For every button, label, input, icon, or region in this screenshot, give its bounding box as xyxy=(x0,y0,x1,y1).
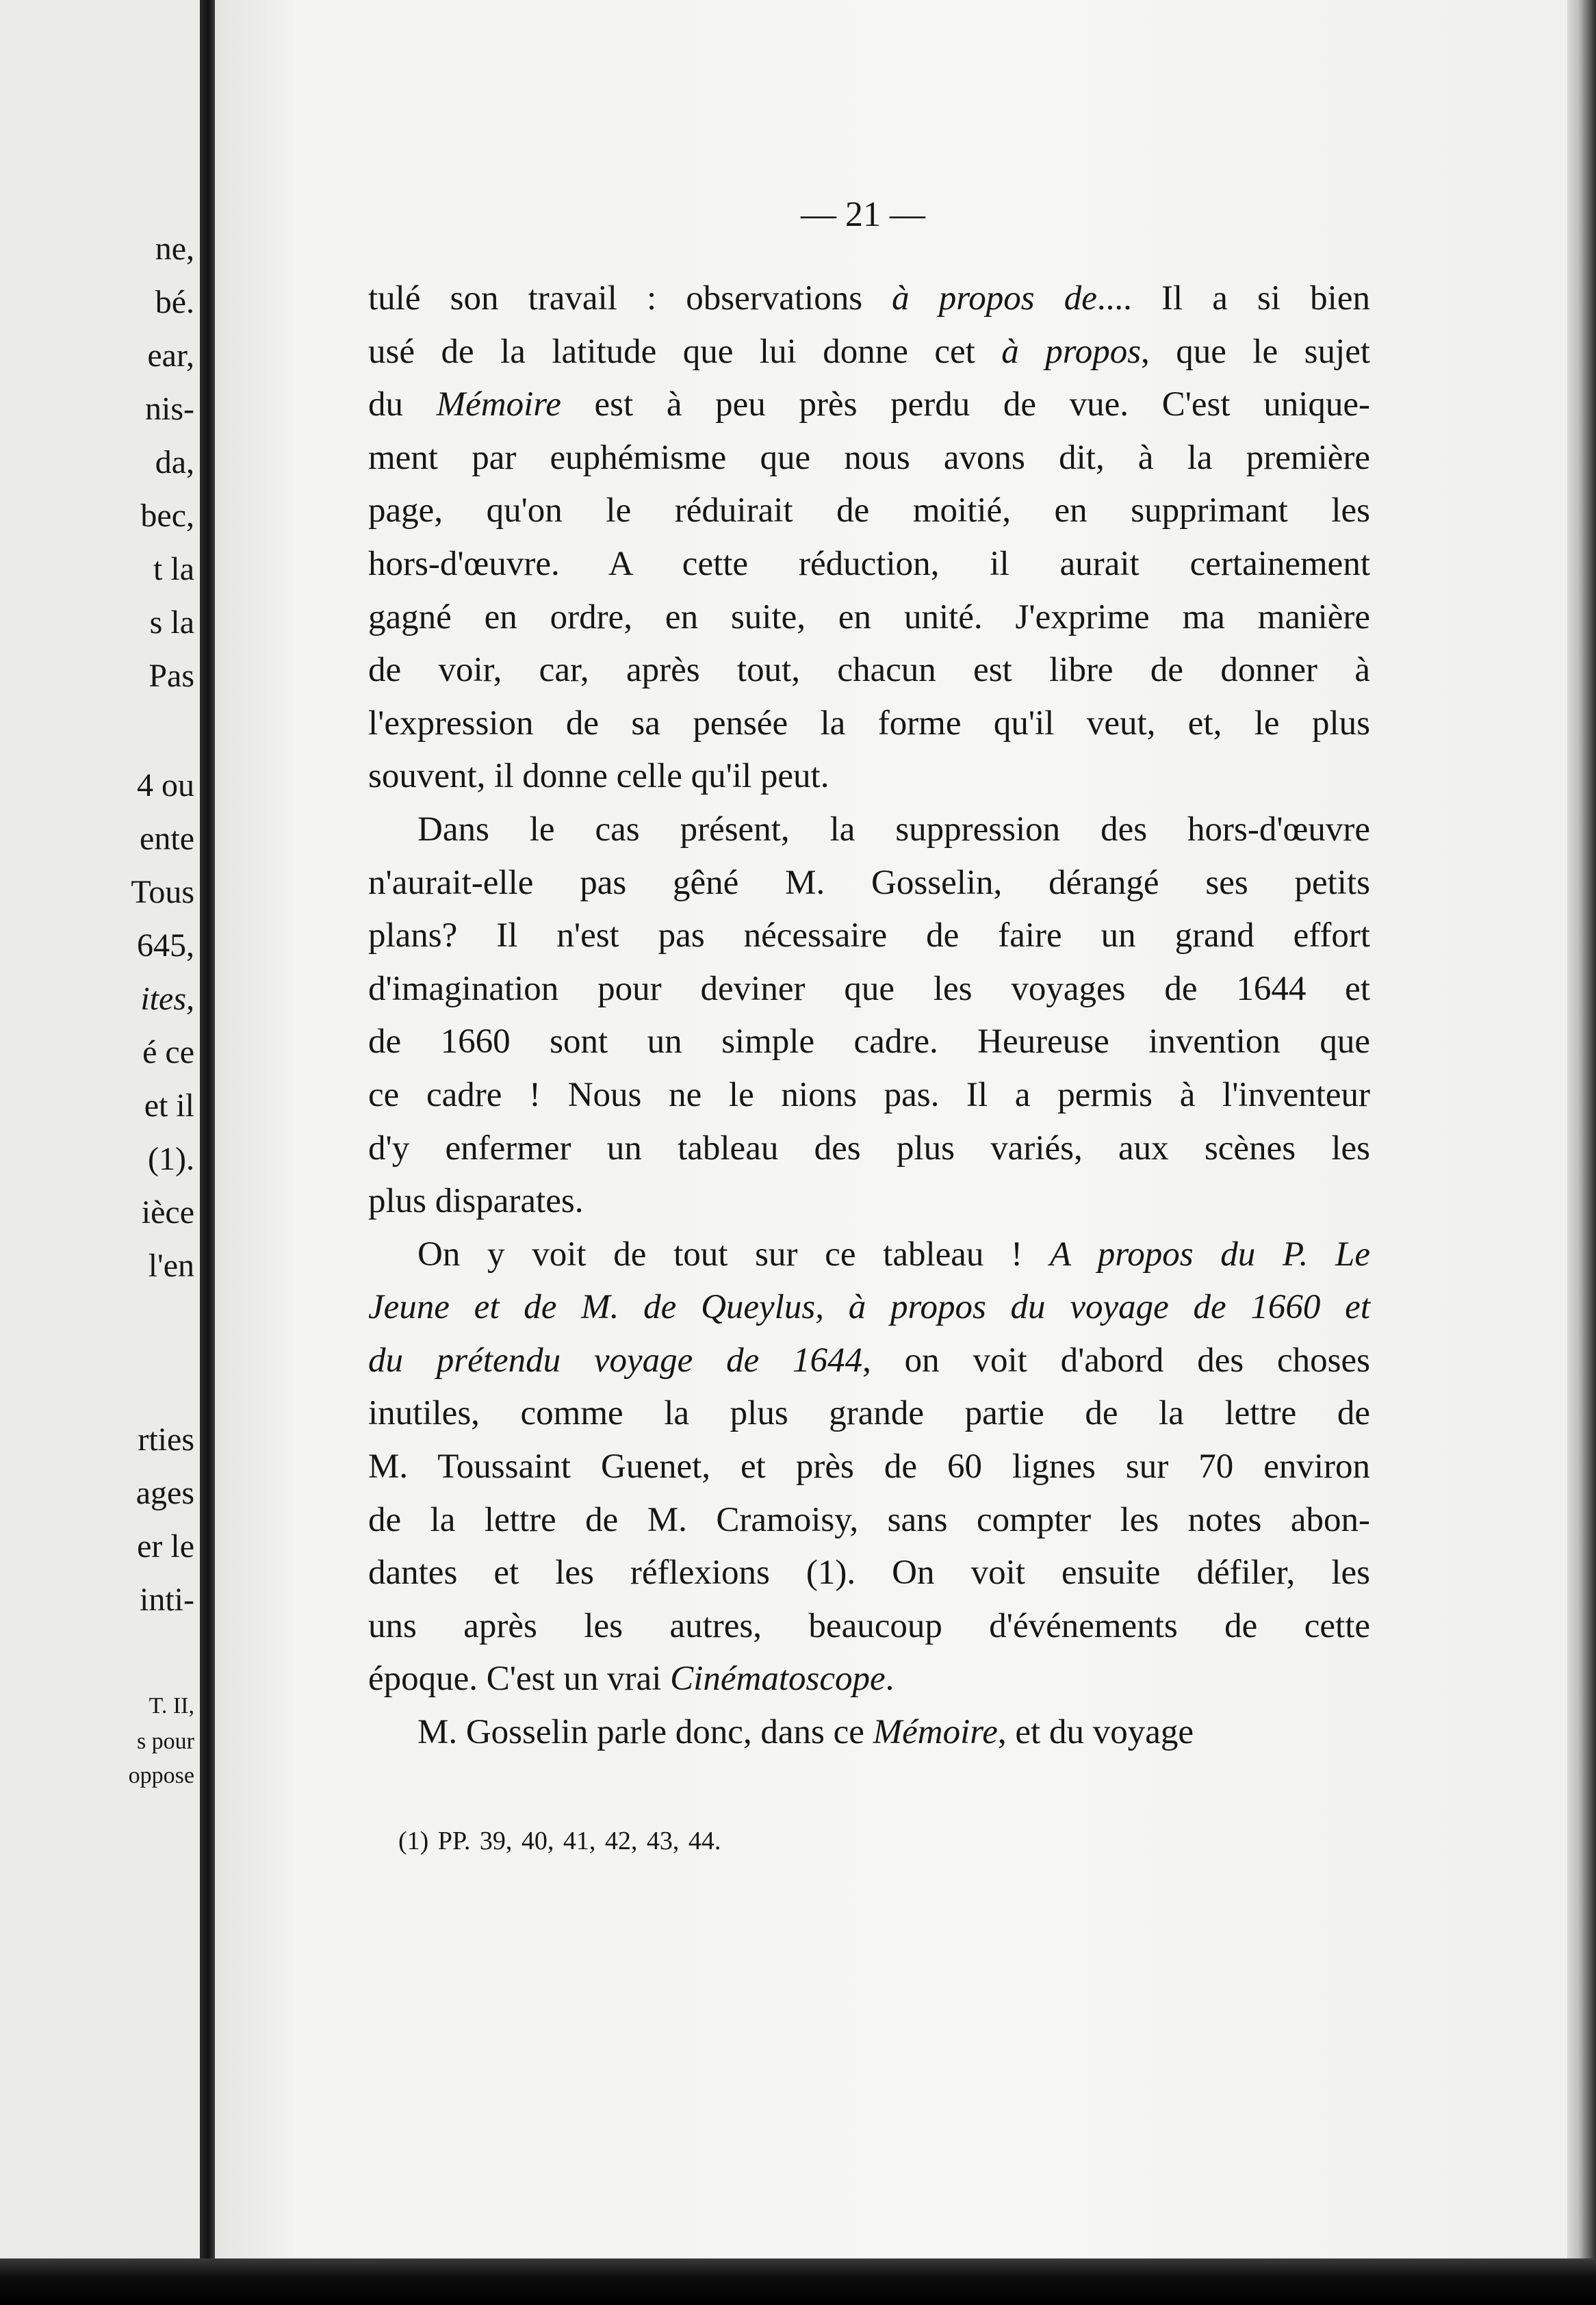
text-segment: souvent, il donne celle qu'il peut. xyxy=(368,757,829,796)
text-segment: , on voit d'abord des choses xyxy=(862,1341,1370,1380)
text-line xyxy=(368,1494,1370,1547)
facing-page-fragment: 645, xyxy=(137,927,194,964)
text-segment: ce cadre ! Nous ne le nions pas. Il a permis à l'inventeur xyxy=(368,1075,1370,1114)
text-segment: . xyxy=(885,1660,894,1699)
text-line xyxy=(368,378,1370,432)
text-segment: de 1660 sont un simple cadre. Heureuse invention que xyxy=(368,1022,1370,1061)
text-segment: l'expression de sa pensée la forme qu'il veut, et, le plus xyxy=(368,704,1370,743)
text-segment: est à peu près perdu de vue. C'est unique- xyxy=(561,385,1371,424)
text-line xyxy=(368,1653,1370,1706)
text-segment: M. Gosselin parle donc, dans ce xyxy=(417,1713,873,1752)
text-segment: inutiles, comme la plus grande partie de la lettre de xyxy=(368,1394,1370,1433)
text-segment: d'imagination pour deviner que les voyages de 1644 et xyxy=(368,969,1370,1008)
text-segment: n'aurait-elle pas gêné M. Gosselin, dérangé ses petits xyxy=(368,863,1370,902)
facing-page-left xyxy=(0,0,200,2258)
text-segment: d'y enfermer un tableau des plus variés, aux scènes les xyxy=(368,1129,1370,1168)
facing-page-fragment: bec, xyxy=(140,498,194,534)
text-segment: M. Toussaint Guenet, et près de 60 lignes sur 70 environ xyxy=(368,1447,1370,1486)
facing-page-fragment: l'en xyxy=(148,1248,194,1284)
text-segment: .... Il a si bien xyxy=(1096,279,1370,318)
text-line xyxy=(368,1387,1370,1441)
text-line xyxy=(368,1600,1370,1653)
text-line xyxy=(368,272,1370,326)
facing-page-text xyxy=(0,0,200,2258)
text-line xyxy=(368,803,1370,857)
text-segment: de la lettre de M. Cramoisy, sans compter les notes abon- xyxy=(368,1500,1370,1539)
facing-page-fragment: ente xyxy=(140,821,194,857)
facing-page-fragment: 4 ou xyxy=(137,767,194,803)
text-line xyxy=(368,1122,1370,1176)
facing-page-fragment: bé. xyxy=(155,284,194,320)
text-segment: dantes et les réflexions (1). On voit ensuite défiler, les xyxy=(368,1554,1370,1593)
page-number: — 21 — xyxy=(801,195,925,234)
text-line xyxy=(368,963,1370,1016)
facing-page-fragment: (1). xyxy=(148,1141,194,1177)
italic-text: A propos du P. Le xyxy=(1049,1235,1370,1274)
italic-text: Jeune et de M. de Queylus, à propos du voyage de 1660 et xyxy=(368,1288,1370,1327)
text-segment: du xyxy=(368,385,437,424)
text-line xyxy=(368,750,1370,803)
scan-border xyxy=(0,2258,1596,2305)
text-segment: ment par euphémisme que nous avons dit, à la première xyxy=(368,438,1370,477)
text-segment: plans? Il n'est pas nécessaire de faire un grand effort xyxy=(368,916,1370,955)
footnote: (1) PP. 39, 40, 41, 42, 43, 44. xyxy=(398,1827,721,1855)
text-segment: gagné en ordre, en suite, en unité. J'exprime ma manière xyxy=(368,597,1370,636)
facing-page-fragment: t la xyxy=(153,551,194,587)
italic-text: Mémoire xyxy=(873,1713,998,1752)
text-segment: On y voit de tout sur ce tableau ! xyxy=(417,1235,1050,1274)
italic-text: à propos de xyxy=(892,279,1097,318)
facing-page-fragment: inti- xyxy=(140,1582,194,1618)
facing-page-fragment: s pour xyxy=(136,1729,194,1754)
text-line xyxy=(368,485,1370,538)
facing-page-fragment: ages xyxy=(136,1475,194,1511)
italic-text: Mémoire xyxy=(436,385,561,424)
text-line xyxy=(368,697,1370,751)
text-segment: , et du voyage xyxy=(997,1713,1194,1752)
text-line xyxy=(368,1228,1370,1282)
text-line xyxy=(368,591,1370,645)
facing-page-fragment: rties xyxy=(138,1421,194,1458)
text-line xyxy=(368,1281,1370,1335)
text-segment: plus disparates. xyxy=(368,1182,584,1221)
facing-page-fragment: ear, xyxy=(147,337,194,374)
facing-page-fragment: oppose xyxy=(128,1763,194,1788)
italic-text: Cinématoscope xyxy=(670,1660,886,1699)
text-segment: page, qu'on le réduirait de moitié, en supprimant les xyxy=(368,491,1370,530)
text-line xyxy=(368,1441,1370,1494)
text-line xyxy=(368,910,1370,963)
facing-page-fragment: é ce xyxy=(142,1034,194,1070)
text-segment: , que le sujet xyxy=(1141,332,1370,371)
text-line xyxy=(368,432,1370,485)
text-line xyxy=(368,644,1370,697)
body-text xyxy=(368,272,1370,1760)
book-gutter xyxy=(200,0,215,2265)
facing-page-fragment: et il xyxy=(144,1087,194,1124)
text-segment: Dans le cas présent, la suppression des hors-d'œuvre xyxy=(417,810,1370,849)
text-segment: tulé son travail : observations xyxy=(368,279,892,318)
text-line xyxy=(368,1175,1370,1228)
text-line xyxy=(368,1335,1370,1388)
text-line xyxy=(368,538,1370,591)
italic-text: du prétendu voyage de 1644 xyxy=(368,1341,863,1380)
text-segment: uns après les autres, beaucoup d'événements de cette xyxy=(368,1606,1370,1645)
italic-text: à propos xyxy=(1001,332,1142,371)
text-segment: hors-d'œuvre. A cette réduction, il aurait certainement xyxy=(368,544,1370,583)
text-line xyxy=(368,1706,1370,1760)
text-line xyxy=(368,1069,1370,1122)
text-line xyxy=(368,857,1370,910)
facing-page-fragment: s la xyxy=(149,604,194,641)
facing-page-fragment: Pas xyxy=(149,658,194,694)
facing-page-fragment: T. II, xyxy=(149,1693,194,1718)
text-segment: époque. C'est un vrai xyxy=(368,1660,671,1699)
facing-page-fragment: ne, xyxy=(155,231,194,267)
text-segment: de voir, car, après tout, chacun est libre de donner à xyxy=(368,651,1370,690)
text-segment: usé de la latitude que lui donne cet xyxy=(368,332,1002,371)
text-line xyxy=(368,1016,1370,1069)
page-edge xyxy=(1567,0,1596,2305)
text-line xyxy=(368,326,1370,379)
facing-page-fragment: nis- xyxy=(145,391,194,427)
facing-page-fragment: Tous xyxy=(131,874,194,910)
facing-page-fragment: ites, xyxy=(140,981,194,1017)
facing-page-fragment: da, xyxy=(155,444,194,480)
facing-page-fragment: ièce xyxy=(141,1194,194,1231)
text-line xyxy=(368,1547,1370,1600)
facing-page-fragment: er le xyxy=(137,1528,194,1564)
